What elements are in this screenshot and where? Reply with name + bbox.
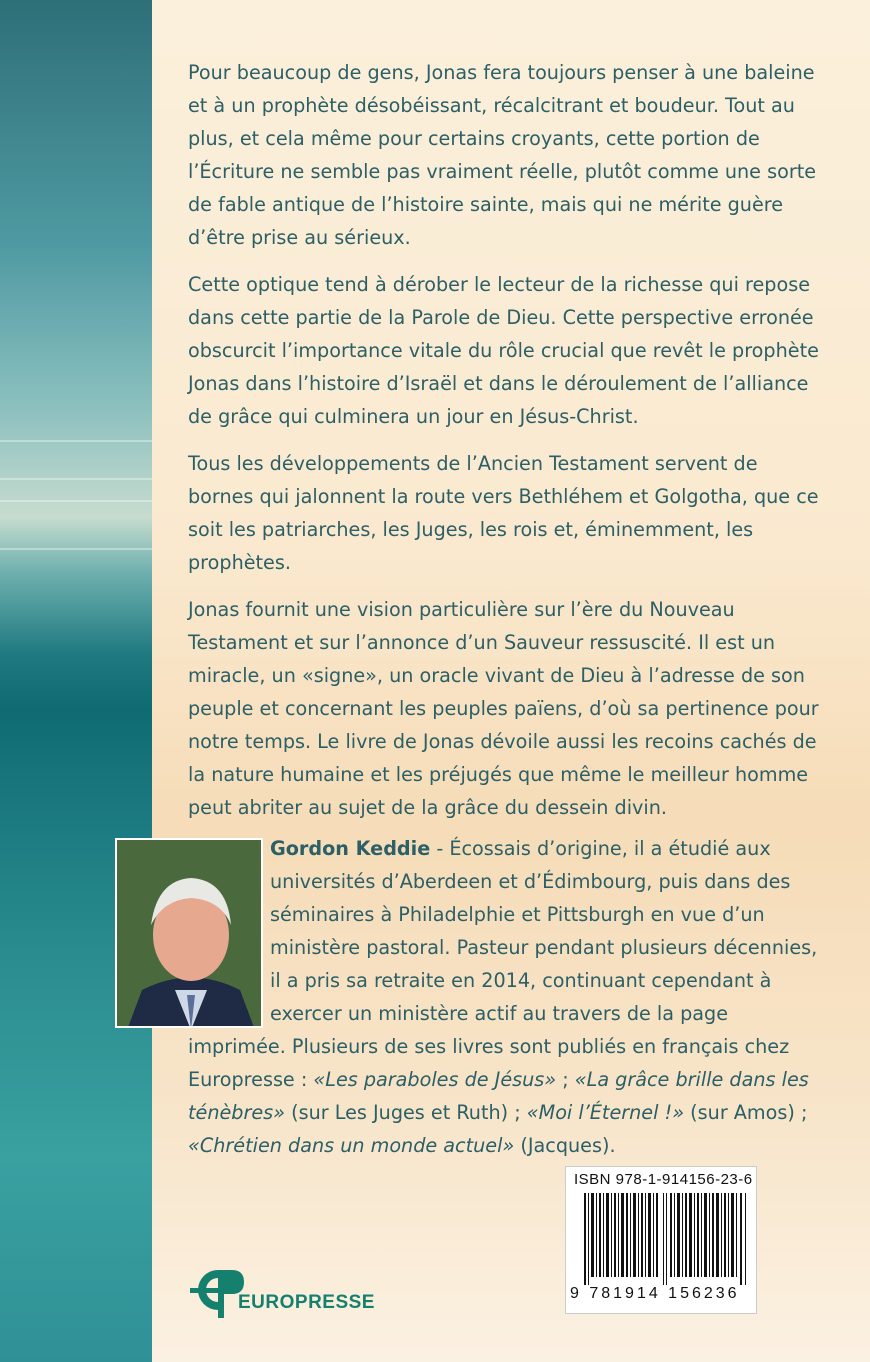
isbn-barcode — [565, 1166, 757, 1314]
blurb — [188, 56, 828, 838]
bio-separator: ; — [556, 1068, 575, 1091]
bio-note-4: (Jacques). — [514, 1134, 616, 1157]
bio-note-3: (sur Amos) ; — [684, 1101, 808, 1124]
barcode-bars — [584, 1193, 748, 1285]
book-title-4: «Chrétien dans un monde actuel» — [188, 1134, 515, 1157]
blurb-paragraph-4: Jonas fournit une vision particulière sur l’ère du Nouveau Testament et sur l’annonce d’un Sauveur ressuscité. Il est un miracle, un «signe», un oracle vivant de Dieu à l’adresse de son peuple et concernant les peuples païens, d’où sa pertinence pour notre temps. Le livre de Jonas dévoile aussi les recoins cachés de la nature humaine et les préjugés que même le meilleur homme peut abriter au sujet de la grâce du dessein divin. — [188, 598, 819, 819]
isbn-label: ISBN 978-1-914156-23-6 — [574, 1171, 753, 1188]
blurb-paragraph-1: Pour beaucoup de gens, Jonas fera toujours penser à une baleine et à un prophète désobéissant, récalcitrant et boudeur. Tout au plus, et cela même pour certains croyants, cette portion de l’Écriture ne semble pas vraiment réelle, plutôt comme une sorte de fable antique de l’histoire sainte, mais qui ne mérite guère d’être prise au sérieux. — [188, 61, 817, 249]
blurb-paragraph-3: Tous les développements de l’Ancien Testament servent de bornes qui jalonnent la route vers Bethléhem et Golgotha, que ce soit les patriarches, les Juges, les rois et, éminemment, les prophètes. — [188, 452, 819, 574]
blurb-paragraph-2: Cette optique tend à dérober le lecteur de la richesse qui repose dans cette partie de la Parole de Dieu. Cette perspective erronée obscurcit l’importance vitale du rôle crucial que revêt le prophète Jonas dans l’histoire d’Israël et dans le déroulement de l’alliance de grâce qui culminera un jour en Jésus-Christ. — [188, 273, 819, 428]
author-name: Gordon Keddie — [270, 837, 431, 860]
barcode-digits: 9 781914 156236 — [570, 1285, 740, 1302]
publisher-name: EUROPRESSE — [238, 1292, 375, 1313]
ocean-side-image — [0, 0, 152, 1362]
publisher-logo — [188, 1262, 375, 1322]
book-title-2: «La grâce brille dans les ténèbres» — [188, 1068, 809, 1124]
bio-note-2: (sur Les Juges et Ruth) ; — [285, 1101, 527, 1124]
bio-text: - Écossais d’origine, il a étudié aux universités d’Aberdeen et d’Édimbourg, puis dans des séminaires à Philadelphie et Pittsburgh en vue d’un ministère pastoral. Pasteur pendant plusieurs décennies, il a pris sa retraite en 2014, continuant cependant à exercer un ministère actif au travers de la page imprimée. Plusieurs de ses livres sont publiés en français chez Europresse : — [188, 837, 818, 1091]
author-bio — [188, 832, 828, 1162]
book-title-1: «Les paraboles de Jésus» — [313, 1068, 557, 1091]
book-title-3: «Moi l’Éternel !» — [526, 1101, 685, 1124]
